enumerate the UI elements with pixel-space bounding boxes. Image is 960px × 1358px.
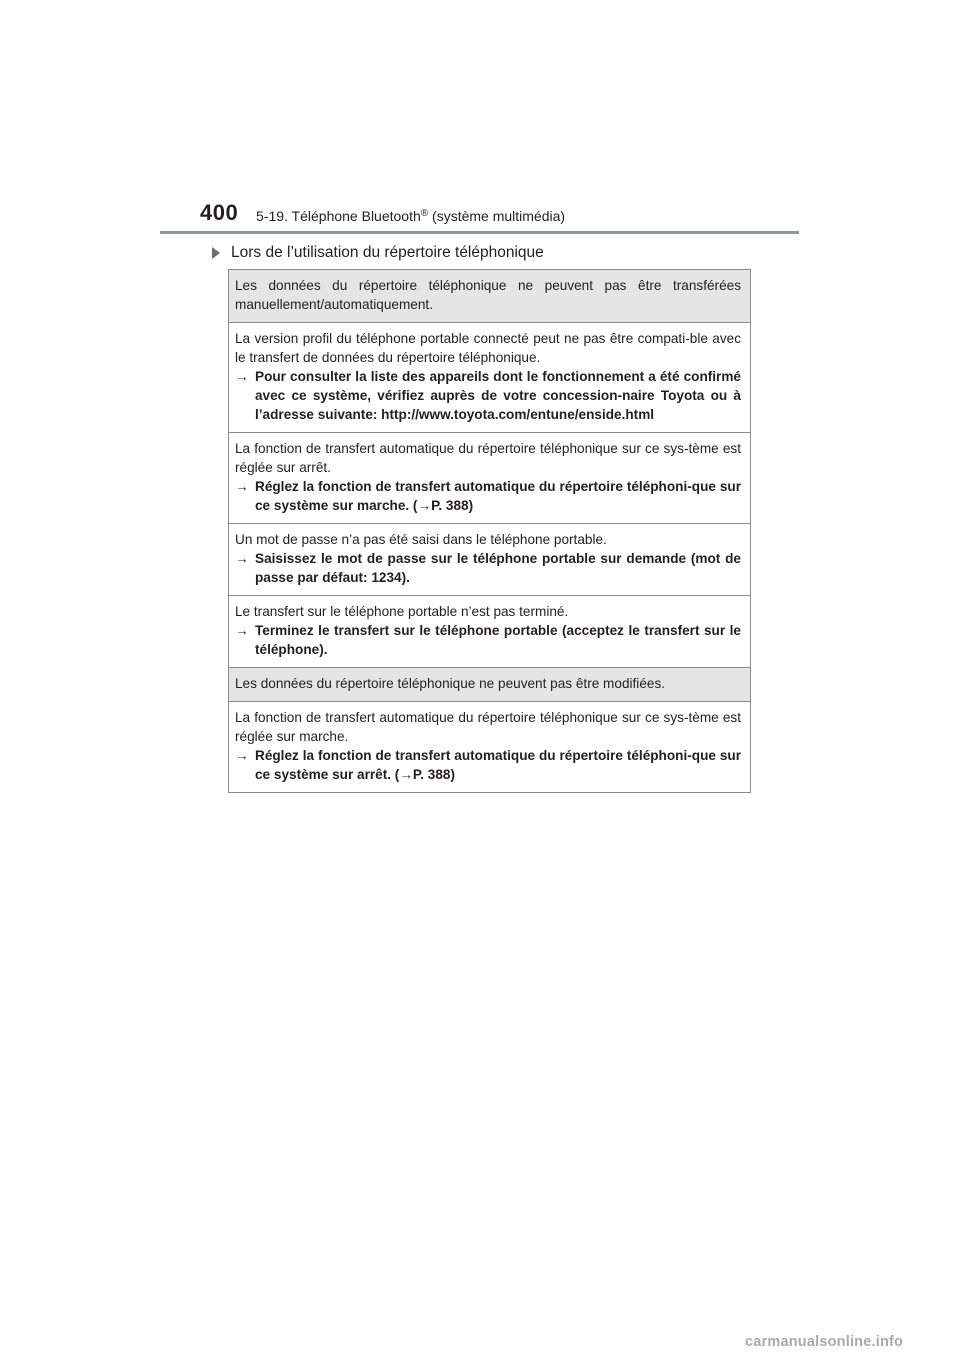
page-number: 400 <box>200 200 239 225</box>
action-text: → Saisissez le mot de passe sur le téléphone portable sur demande (mot de passe par défaut: 1234). <box>235 551 741 585</box>
page-reference-link[interactable]: P. 388) <box>431 498 474 513</box>
arrow-icon: → <box>417 498 432 513</box>
table-row-cause <box>229 595 750 667</box>
action-text: → Pour consulter la liste des appareils dont le fonctionnement a été confirmé avec ce système, vérifiez auprès de votre concession-naire Toyota ou à l’adresse suivante: http://www.toyota.com/entune/enside.html <box>235 369 741 422</box>
table-row-cause <box>229 701 750 792</box>
cause-text: La version profil du téléphone portable connecté peut ne pas être compati-ble avec le transfert de données du répertoire téléphonique. <box>235 331 741 365</box>
table-row-cause <box>229 322 750 432</box>
watermark: carmanualsonline.info <box>745 1334 904 1350</box>
registered-mark: ® <box>420 208 429 219</box>
arrow-icon: → <box>399 767 413 782</box>
action-text: → Terminez le transfert sur le téléphone portable (acceptez le transfert sur le téléphone). <box>235 623 741 657</box>
table-row-problem <box>229 667 750 701</box>
table-row-cause <box>229 523 750 595</box>
table-row-problem <box>229 270 750 322</box>
page-reference-link[interactable]: P. 388) <box>412 767 455 782</box>
arrow-icon: → <box>235 369 249 384</box>
troubleshooting-table <box>228 269 751 793</box>
problem-text: Les données du répertoire téléphonique ne peuvent pas être transférées manuellement/automatiquement. <box>235 278 741 312</box>
triangle-bullet-icon <box>212 247 220 259</box>
chapter-title: 5-19. Téléphone Bluetooth® (système multimédia) <box>256 208 566 224</box>
problem-text: Les données du répertoire téléphonique ne peuvent pas être modifiées. <box>235 676 666 691</box>
arrow-icon: → <box>235 748 249 763</box>
action-text: → Réglez la fonction de transfert automatique du répertoire téléphoni-que sur ce système sur marche. (→P. 388) <box>235 479 741 513</box>
cause-text: La fonction de transfert automatique du répertoire téléphonique sur ce sys-tème est réglée sur marche. <box>235 710 741 744</box>
cause-text: La fonction de transfert automatique du répertoire téléphonique sur ce sys-tème est réglée sur arrêt. <box>235 441 741 475</box>
arrow-icon: → <box>235 623 249 638</box>
table-row-cause <box>229 432 750 523</box>
section-heading <box>212 244 544 262</box>
arrow-icon: → <box>235 551 249 566</box>
cause-text: Un mot de passe n’a pas été saisi dans le téléphone portable. <box>235 532 607 547</box>
page-header <box>160 196 799 234</box>
cause-text: Le transfert sur le téléphone portable n’est pas terminé. <box>235 604 569 619</box>
section-heading-text: Lors de l’utilisation du répertoire téléphonique <box>231 244 544 261</box>
action-text: → Réglez la fonction de transfert automatique du répertoire téléphoni-que sur ce système sur arrêt. (→P. 388) <box>235 748 741 782</box>
arrow-icon: → <box>235 479 249 494</box>
